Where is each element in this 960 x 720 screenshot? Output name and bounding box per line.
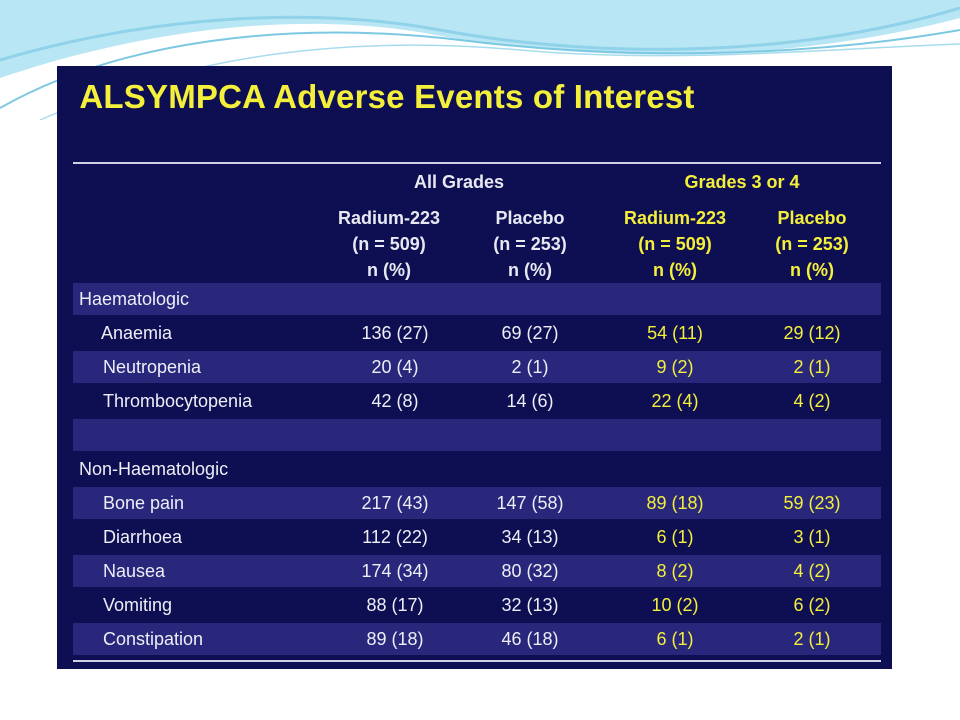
table-cell: 4 (2)	[793, 561, 831, 581]
table-cell: 89 (18)	[366, 629, 424, 649]
table-row-neutropenia	[73, 351, 881, 383]
table-row-bone-pain	[73, 487, 881, 519]
table-cell: 6 (1)	[656, 629, 694, 649]
row-label: Bone pain	[103, 493, 185, 513]
table-row-constipation	[73, 623, 881, 655]
row-label: Non-Haematologic	[79, 459, 229, 479]
table-top-rule	[73, 162, 881, 164]
slide-panel	[57, 66, 892, 669]
table-cell: 46 (18)	[501, 629, 559, 649]
table-cell: 2 (1)	[511, 357, 549, 377]
table-cell: 6 (2)	[793, 595, 831, 615]
table-cell: 2 (1)	[793, 357, 831, 377]
table-cell: 69 (27)	[501, 323, 559, 343]
table-cell: 147 (58)	[496, 493, 564, 513]
table-cell: 89 (18)	[646, 493, 704, 513]
table-row-anaemia	[73, 317, 881, 349]
table-cell: 54 (11)	[647, 323, 703, 343]
row-label: Haematologic	[79, 289, 190, 309]
table-cell: 80 (32)	[501, 561, 559, 581]
table-cell: 3 (1)	[793, 527, 831, 547]
section-row-non-haematologic	[73, 453, 881, 485]
group-header-grades-3-4: Grades 3 or 4	[684, 172, 800, 192]
table-cell: 29 (12)	[783, 323, 841, 343]
table-row-vomiting	[73, 589, 881, 621]
group-header-all-grades: All Grades	[413, 172, 505, 192]
col-header-placebo-all: Placebo (n = 253) n (%)	[493, 208, 567, 280]
table-cell: 59 (23)	[783, 493, 841, 513]
table-cell: 136 (27)	[361, 323, 429, 343]
table-row-diarrhoea	[73, 521, 881, 553]
row-label: Diarrhoea	[103, 527, 183, 547]
table-cell: 42 (8)	[371, 391, 419, 411]
row-label: Neutropenia	[103, 357, 202, 377]
row-label: Constipation	[103, 629, 204, 649]
table-cell: 8 (2)	[656, 561, 694, 581]
table-cell: 112 (22)	[362, 527, 428, 547]
table-cell: 32 (13)	[501, 595, 559, 615]
table-cell: 174 (34)	[361, 561, 429, 581]
table-cell: 88 (17)	[366, 595, 424, 615]
spacer-row	[73, 419, 881, 451]
table-cell: 22 (4)	[651, 391, 699, 411]
table-cell: 217 (43)	[361, 493, 429, 513]
table-cell: 6 (1)	[656, 527, 694, 547]
table-row-thrombocytopenia	[73, 385, 881, 417]
table-cell: 2 (1)	[793, 629, 831, 649]
table-cell: 34 (13)	[501, 527, 559, 547]
table-cell: 20 (4)	[371, 357, 419, 377]
row-label: Thrombocytopenia	[103, 391, 253, 411]
table-cell: 9 (2)	[656, 357, 694, 377]
table-cell: 4 (2)	[793, 391, 831, 411]
table-cell: 10 (2)	[651, 595, 699, 615]
col-header-radium-g34: Radium-223 (n = 509) n (%)	[623, 208, 727, 280]
table-cell: 14 (6)	[506, 391, 554, 411]
slide-title: ALSYMPCA Adverse Events of Interest	[79, 78, 695, 115]
row-label: Nausea	[103, 561, 166, 581]
section-row-haematologic	[73, 283, 881, 315]
row-label: Vomiting	[103, 595, 173, 615]
table-row-nausea	[73, 555, 881, 587]
col-header-radium-all: Radium-223 (n = 509) n (%)	[337, 208, 441, 280]
table-bottom-rule	[73, 660, 881, 662]
col-header-placebo-g34: Placebo (n = 253) n (%)	[775, 208, 849, 280]
row-label: Anaemia	[101, 323, 173, 343]
